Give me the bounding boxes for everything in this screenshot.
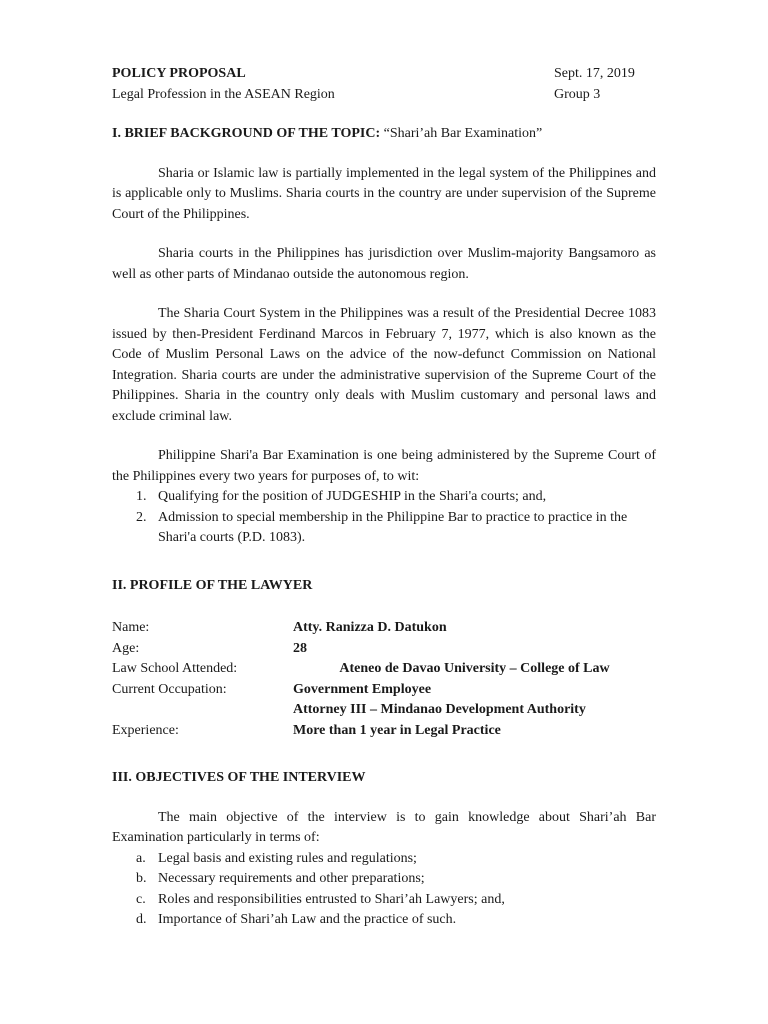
- section-1-topic: “Shari’ah Bar Examination”: [383, 126, 543, 141]
- list-item: [112, 890, 656, 911]
- profile-label: [112, 700, 293, 721]
- list-marker: 1.: [136, 489, 147, 504]
- profile-value: Atty. Ranizza D. Datukon: [293, 620, 447, 635]
- profile-value: 28: [293, 640, 307, 656]
- list-item-text: Roles and responsibilities entrusted to Shari’ah Lawyers; and,: [158, 891, 505, 907]
- list-item-text: Admission to special membership in the Philippine Bar to practice to practice in the Shari'a courts (P.D. 1083).: [158, 509, 628, 545]
- header-row-1: [112, 64, 656, 85]
- list-item: [112, 508, 656, 549]
- profile-value: Government Employee: [293, 681, 432, 697]
- section-1-paragraph: Sharia courts in the Philippines has jurisdiction over Muslim-majority Bangsamoro as well as other parts of Mindanao outside the autonomous region.: [112, 246, 656, 282]
- document-date: Sept. 17, 2019: [554, 66, 635, 81]
- profile-value: Ateneo de Davao University – College of Law: [339, 661, 610, 676]
- list-item: [112, 869, 656, 890]
- header-row-2: [112, 85, 656, 106]
- section-3-heading: III. OBJECTIVES OF THE INTERVIEW: [112, 770, 366, 785]
- profile-label: Experience:: [112, 722, 179, 738]
- section-3-paragraph: The main objective of the interview is to gain knowledge about Shari’ah Bar Examination particularly in terms of:: [112, 809, 656, 845]
- section-1-paragraph: The Sharia Court System in the Philippines was a result of the Presidential Decree 1083 issued by then-President Ferdinand Marcos in February 7, 1977, which is also known as the Code of Muslim Personal Laws on the advice of the now-defunct Commission on National Integration. Sharia courts are under the administrative supervision of the Supreme Court of the Philippines. Sharia in the country only deals with Muslim customary and personal laws and exclude criminal law.: [112, 306, 656, 424]
- section-1-title: I. BRIEF BACKGROUND OF THE TOPIC:: [112, 126, 381, 141]
- list-item-text: Necessary requirements and other preparations;: [158, 871, 425, 886]
- table-row: [112, 700, 656, 721]
- document-subtitle: Legal Profession in the ASEAN Region: [112, 86, 335, 102]
- section-1-paragraph: Sharia or Islamic law is partially implemented in the legal system of the Philippines and is applicable only to Muslims. Sharia courts in the country are under supervision of the Supreme Court of the Philippines.: [112, 165, 656, 222]
- list-item: [112, 849, 656, 870]
- list-marker: d.: [136, 912, 147, 927]
- profile-label: Name:: [112, 620, 150, 635]
- document-title: POLICY PROPOSAL: [112, 66, 246, 81]
- profile-label: Age:: [112, 640, 140, 656]
- list-marker: 2.: [136, 509, 147, 525]
- section-2-heading: II. PROFILE OF THE LAWYER: [112, 577, 313, 593]
- table-row: [112, 659, 656, 680]
- table-row: [112, 618, 656, 639]
- objectives-list: [112, 849, 656, 931]
- section-1-heading: [112, 124, 656, 145]
- list-item-text: Qualifying for the position of JUDGESHIP in the Shari'a courts; and,: [158, 489, 547, 504]
- profile-value: More than 1 year in Legal Practice: [293, 722, 501, 738]
- document-body: [112, 64, 656, 931]
- list-item: [112, 487, 656, 508]
- purpose-list: [112, 487, 656, 549]
- list-marker: b.: [136, 871, 147, 886]
- group-label: Group 3: [554, 86, 601, 102]
- profile-value: Attorney III – Mindanao Development Authority: [293, 702, 586, 717]
- lawyer-profile-table: [112, 618, 656, 741]
- table-row: [112, 680, 656, 701]
- list-marker: a.: [136, 850, 146, 866]
- profile-label: Current Occupation:: [112, 681, 227, 697]
- list-item: [112, 910, 656, 931]
- list-item-text: Importance of Shari’ah Law and the practice of such.: [158, 912, 457, 927]
- table-row: [112, 639, 656, 660]
- list-item-text: Legal basis and existing rules and regulations;: [158, 850, 417, 866]
- list-marker: c.: [136, 891, 146, 907]
- profile-label: Law School Attended:: [112, 661, 238, 676]
- table-row: [112, 721, 656, 742]
- section-1-paragraph: Philippine Shari'a Bar Examination is one being administered by the Supreme Court of the Philippines every two years for purposes of, to wit:: [112, 448, 656, 484]
